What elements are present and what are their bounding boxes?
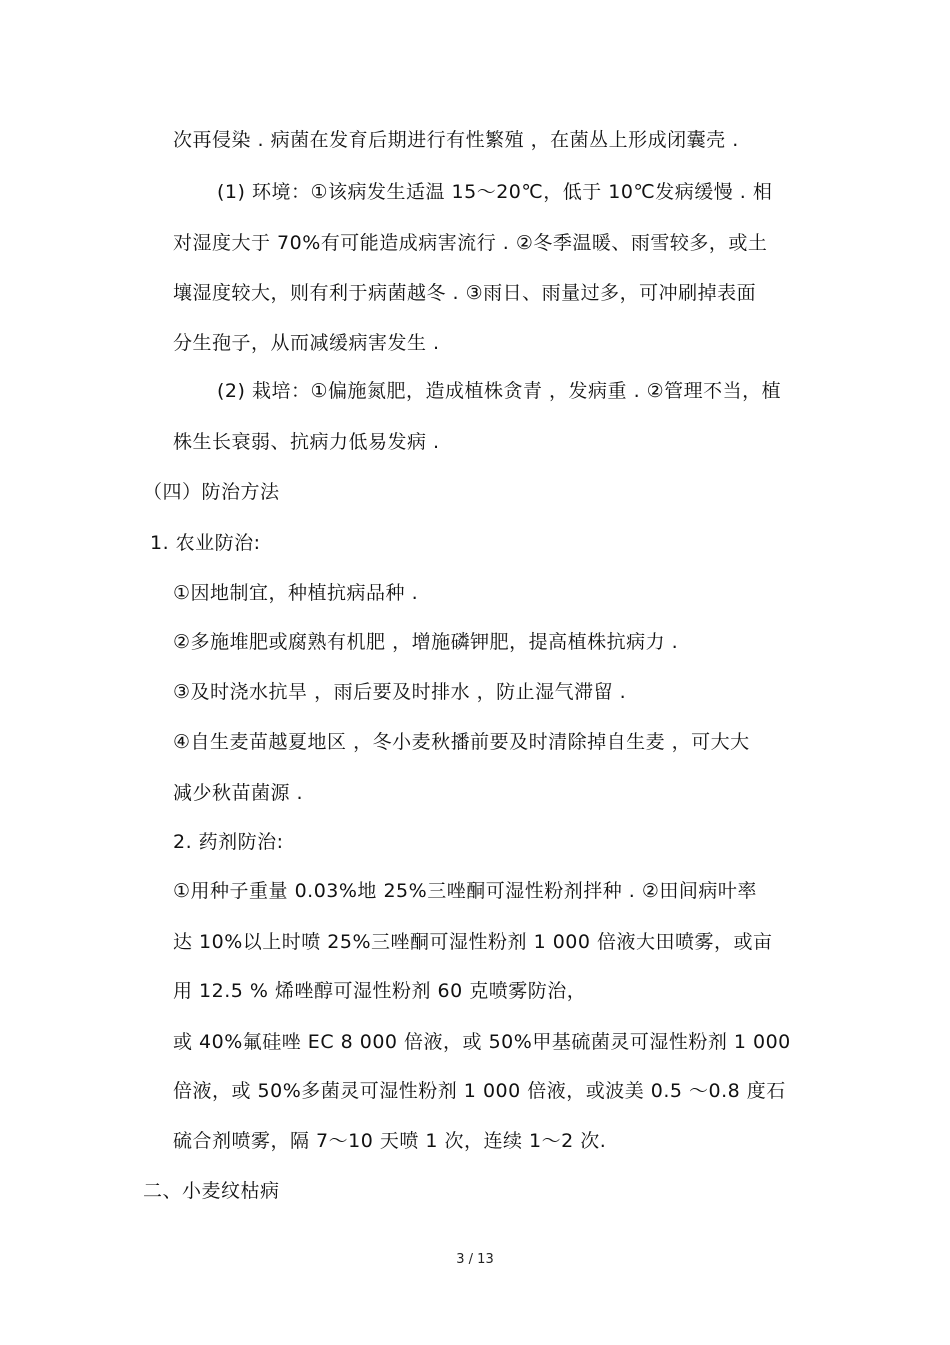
text-line-16: ①用种子重量 0.03%地 25%三唑酮可湿性粉剂拌种 . ②田间病叶率 [173, 880, 757, 902]
text-line-7: 株生长衰弱、抗病力低易发病 . [173, 431, 440, 453]
text-line-14: 减少秋苗菌源 . [173, 782, 304, 804]
text-line-11: ②多施堆肥或腐熟有机肥 ，增施磷钾肥，提高植株抗病力 . [173, 631, 679, 653]
text-line-13: ④自生麦苗越夏地区 ，冬小麦秋播前要及时清除掉自生麦 ，可大大 [173, 731, 750, 753]
text-line-10: ①因地制宜，种植抗病品种 . [173, 582, 419, 604]
text-line-21: 硫合剂喷雾，隔 7～10 天喷 1 次，连续 1～2 次. [173, 1130, 607, 1152]
text-line-2: (1) 环境：①该病发生适温 15～20℃，低于 10℃发病缓慢 . 相 [217, 181, 773, 203]
text-line-4: 壤湿度较大，则有利于病菌越冬 . ③雨日、雨量过多，可冲刷掉表面 [173, 282, 757, 304]
subheading-agricultural-control: 1. 农业防治: [150, 532, 261, 554]
section-heading-prevention: （四）防治方法 [143, 481, 280, 503]
page-number: 3 / 13 [456, 1252, 494, 1267]
text-line-6: (2) 栽培：①偏施氮肥，造成植株贪青 ，发病重 . ②管理不当，植 [217, 380, 782, 402]
subheading-chemical-control: 2. 药剂防治: [173, 831, 284, 853]
section-heading-sharp-eyespot: 二、小麦纹枯病 [143, 1180, 280, 1202]
text-line-5: 分生孢子，从而减缓病害发生 . [173, 332, 440, 354]
text-line-19: 或 40%氟硅唑 EC 8 000 倍液，或 50%甲基硫菌灵可湿性粉剂 1 000 [173, 1031, 791, 1053]
text-line-3: 对湿度大于 70%有可能造成病害流行 . ②冬季温暖、雨雪较多，或土 [173, 232, 768, 254]
text-line-12: ③及时浇水抗旱 ，雨后要及时排水 ，防止湿气滞留 . [173, 681, 627, 703]
text-line-1: 次再侵染 . 病菌在发育后期进行有性繁殖 ，在菌丛上形成闭囊壳 . [173, 129, 739, 151]
text-line-17: 达 10%以上时喷 25%三唑酮可湿性粉剂 1 000 倍液大田喷雾，或亩 [173, 931, 773, 953]
text-line-20: 倍液，或 50%多菌灵可湿性粉剂 1 000 倍液，或波美 0.5 ～0.8 度石 [173, 1080, 786, 1102]
text-line-18: 用 12.5 % 烯唑醇可湿性粉剂 60 克喷雾防治， [173, 980, 587, 1002]
